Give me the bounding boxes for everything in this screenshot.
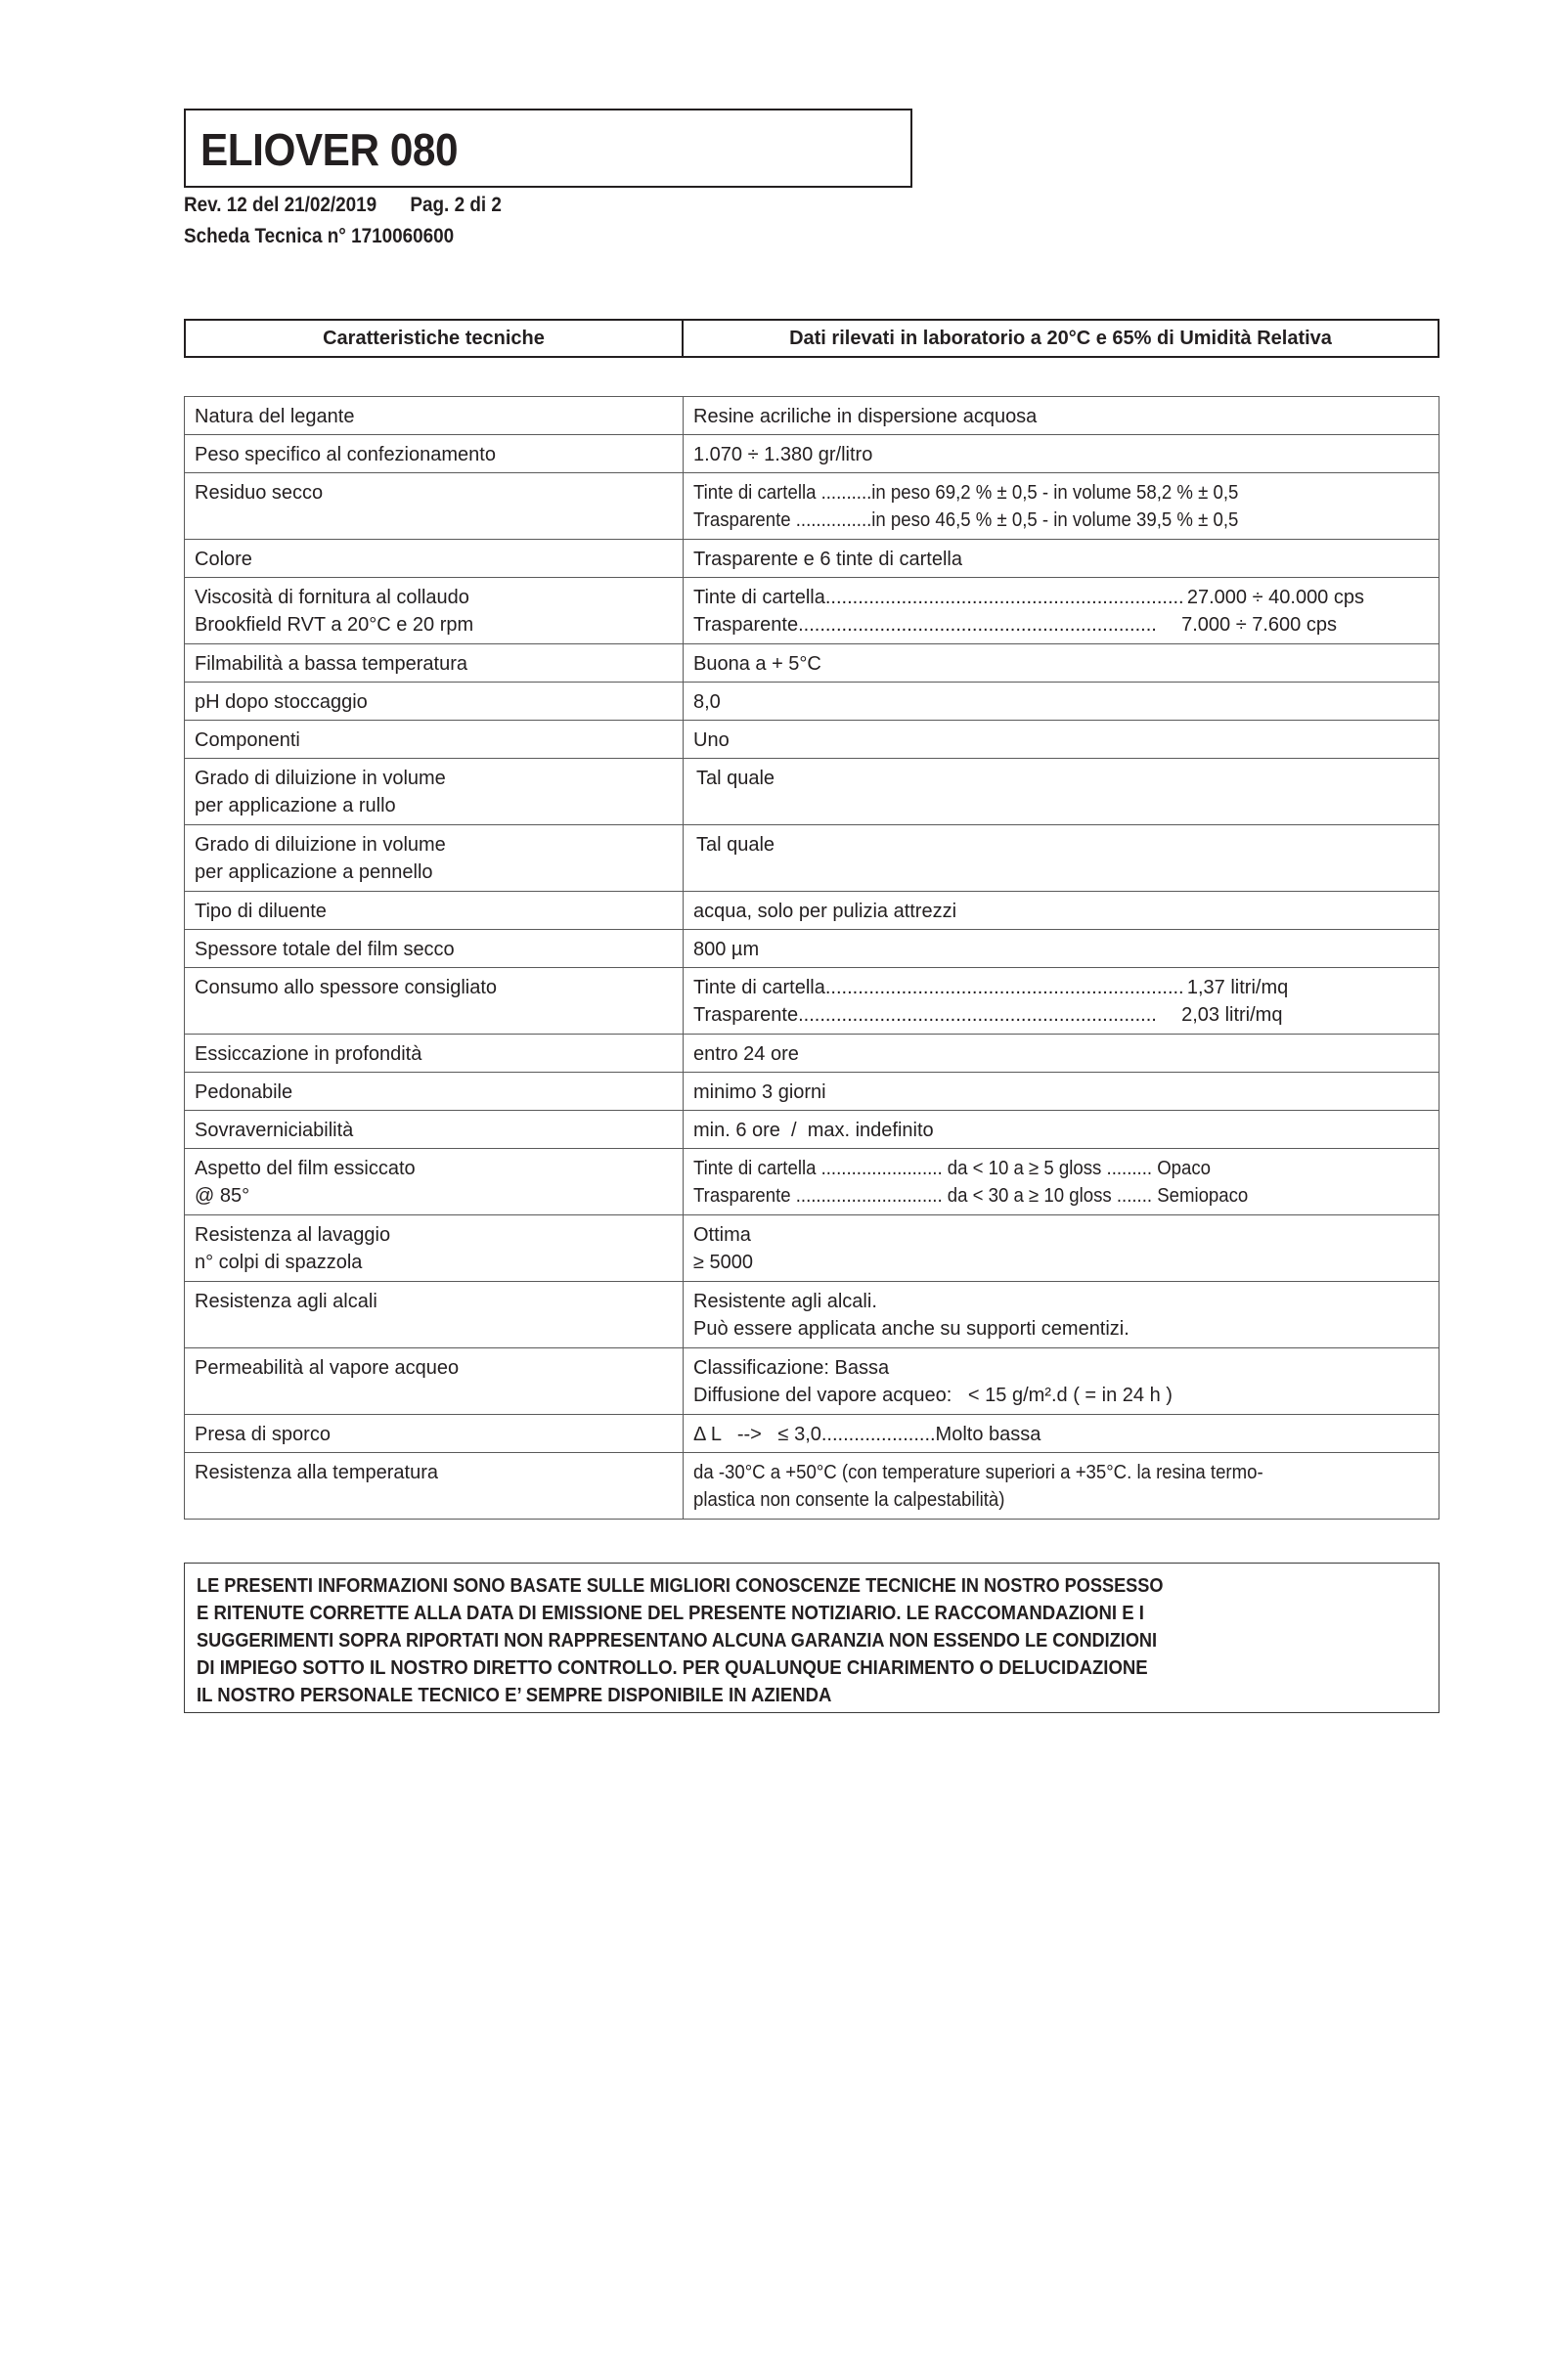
row-label: Resistenza agli alcali <box>185 1282 684 1347</box>
row-value: Uno <box>693 729 730 751</box>
product-title: ELIOVER 080 <box>200 124 459 175</box>
row-label: Tipo di diluente <box>185 892 684 929</box>
table-row <box>185 1073 1439 1111</box>
table-row <box>185 1453 1439 1520</box>
row-label: Consumo allo spessore consigliato <box>185 968 684 1034</box>
row-label: Spessore totale del film secco <box>185 930 684 967</box>
row-value: Trasparente e 6 tinte di cartella <box>693 549 962 570</box>
table-row <box>185 1282 1439 1348</box>
row-label: Presa di sporco <box>185 1415 684 1452</box>
table-row <box>185 930 1439 968</box>
row-label: Grado di diluizione in volume per applicazione a rullo <box>185 759 684 824</box>
table-row <box>185 540 1439 578</box>
row-label: Resistenza al lavaggio n° colpi di spazzola <box>185 1215 684 1281</box>
table-row <box>185 435 1439 473</box>
row-label: Permeabilità al vapore acqueo <box>185 1348 684 1414</box>
row-value: Δ L --> ≤ 3,0.....................Molto bassa <box>693 1424 1041 1445</box>
row-label: Sovraverniciabilità <box>185 1111 684 1148</box>
row-value: minimo 3 giorni <box>693 1081 826 1103</box>
table-header <box>184 319 1439 358</box>
sheet-number: Scheda Tecnica n° 1710060600 <box>184 225 455 247</box>
table-row <box>185 825 1439 892</box>
page-number: Pag. 2 di 2 <box>410 194 502 216</box>
table-row <box>185 721 1439 759</box>
table-row <box>185 1149 1439 1215</box>
table-row <box>185 683 1439 721</box>
spec-table <box>184 396 1439 1520</box>
row-value: Tal quale <box>696 834 775 856</box>
table-row <box>185 1415 1439 1453</box>
row-label: Viscosità di fornitura al collaudo Brookfield RVT a 20°C e 20 rpm <box>185 578 684 643</box>
row-value: Ottima ≥ 5000 <box>693 1224 754 1273</box>
row-value: Tinte di cartella .................................................................. 27.000 ÷ 40.000 cps Trasparente .................................................................. 7.000 ÷ 7.600 cps <box>693 587 1364 636</box>
row-label: Filmabilità a bassa temperatura <box>185 644 684 682</box>
row-value: acqua, solo per pulizia attrezzi <box>693 901 957 922</box>
disclaimer-box <box>184 1563 1439 1713</box>
row-label: Componenti <box>185 721 684 758</box>
row-label: pH dopo stoccaggio <box>185 683 684 720</box>
table-row <box>185 892 1439 930</box>
row-value: da -30°C a +50°C (con temperature superiori a +35°C. la resina termo- plastica non consente la calpestabilità) <box>693 1462 1263 1511</box>
row-value: Tal quale <box>696 768 775 789</box>
header-lab-data: Dati rilevati in laboratorio a 20°C e 65% di Umidità Relativa <box>789 327 1332 349</box>
table-row <box>185 759 1439 825</box>
disclaimer-line: E RITENUTE CORRETTE ALLA DATA DI EMISSIONE DEL PRESENTE NOTIZIARIO. LE RACCOMANDAZIONI E I <box>197 1602 1144 1624</box>
row-label: Resistenza alla temperatura <box>185 1453 684 1519</box>
row-value: 1.070 ÷ 1.380 gr/litro <box>693 444 873 465</box>
table-row <box>185 1215 1439 1282</box>
row-value: Tinte di cartella ........................ da < 10 a ≥ 5 gloss ......... Opaco Trasparente ............................. da < 30 a ≥ 10 gloss ....... Semiopaco <box>693 1158 1249 1207</box>
table-row <box>185 1348 1439 1415</box>
row-label: Natura del legante <box>185 397 684 434</box>
table-row <box>185 1111 1439 1149</box>
header-characteristics: Caratteristiche tecniche <box>186 321 684 356</box>
revision-info: Rev. 12 del 21/02/2019 <box>184 194 377 216</box>
row-label: Pedonabile <box>185 1073 684 1110</box>
table-row <box>185 473 1439 540</box>
row-value: 800 µm <box>693 939 760 960</box>
row-label: Essiccazione in profondità <box>185 1035 684 1072</box>
row-value: Tinte di cartella ..........in peso 69,2 % ± 0,5 - in volume 58,2 % ± 0,5 Trasparente ...............in peso 46,5 % ± 0,5 - in volume 39,5 % ± 0,5 <box>693 482 1239 531</box>
row-value: Tinte di cartella .................................................................. 1,37 litri/mq Trasparente .................................................................. 2,03 litri/mq <box>693 977 1289 1026</box>
disclaimer-line: SUGGERIMENTI SOPRA RIPORTATI NON RAPPRESENTANO ALCUNA GARANZIA NON ESSENDO LE CONDIZIONI <box>197 1629 1158 1652</box>
row-value: Classificazione: Bassa Diffusione del vapore acqueo: < 15 g/m².d ( = in 24 h ) <box>693 1357 1173 1406</box>
row-label: Colore <box>185 540 684 577</box>
row-label: Grado di diluizione in volume per applicazione a pennello <box>185 825 684 891</box>
disclaimer-line: IL NOSTRO PERSONALE TECNICO E’ SEMPRE DISPONIBILE IN AZIENDA <box>197 1684 832 1706</box>
table-row <box>185 968 1439 1035</box>
row-label: Peso specifico al confezionamento <box>185 435 684 472</box>
table-row <box>185 1035 1439 1073</box>
row-value: 8,0 <box>693 691 721 713</box>
row-value: Resine acriliche in dispersione acquosa <box>693 406 1038 427</box>
row-value: min. 6 ore / max. indefinito <box>693 1120 934 1141</box>
row-label: Residuo secco <box>185 473 684 539</box>
row-label: Aspetto del film essiccato @ 85° <box>185 1149 684 1214</box>
disclaimer-line: DI IMPIEGO SOTTO IL NOSTRO DIRETTO CONTROLLO. PER QUALUNQUE CHIARIMENTO O DELUCIDAZIONE <box>197 1656 1148 1679</box>
revision-line <box>184 194 502 217</box>
table-row <box>185 397 1439 435</box>
row-value: Resistente agli alcali. Può essere applicata anche su supporti cementizi. <box>693 1291 1129 1340</box>
row-value: entro 24 ore <box>693 1043 799 1065</box>
table-row <box>185 644 1439 683</box>
disclaimer-line: LE PRESENTI INFORMAZIONI SONO BASATE SULLE MIGLIORI CONOSCENZE TECNICHE IN NOSTRO POSSESSO <box>197 1574 1164 1597</box>
title-box <box>184 109 912 188</box>
row-value: Buona a + 5°C <box>693 653 821 675</box>
table-row <box>185 578 1439 644</box>
